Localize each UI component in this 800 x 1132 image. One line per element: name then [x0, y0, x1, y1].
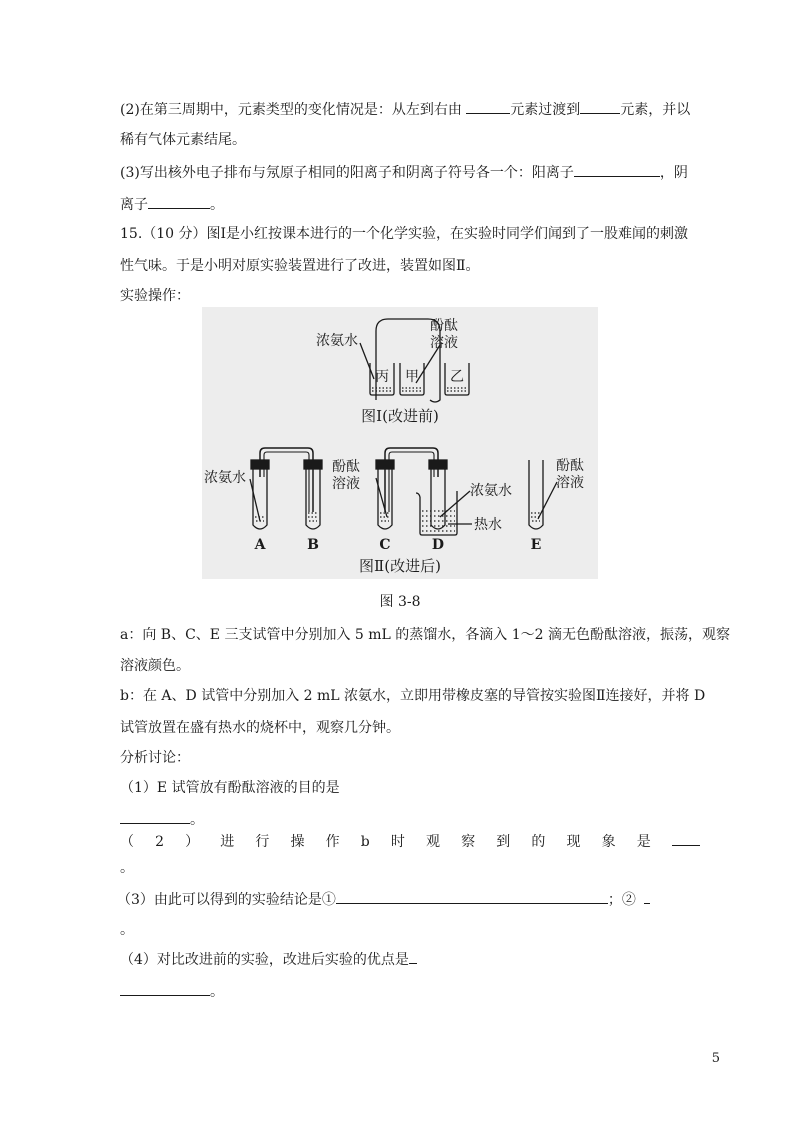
experiment-figure-svg	[202, 307, 598, 579]
q14-part2-end: 元素，并以	[620, 102, 691, 118]
q2-char: 观	[426, 834, 441, 850]
analysis-q4-end: 。	[210, 984, 224, 1000]
beaker-label-yi: 乙	[450, 369, 464, 385]
answer-blank[interactable]	[466, 98, 510, 114]
analysis-q3-end: 。	[120, 922, 134, 938]
step-b-cont: 试管放置在盛有热水的烧杯中，观察几分钟。	[120, 720, 400, 736]
q14-part3-cont-b: 。	[210, 197, 224, 213]
answer-blank[interactable]	[580, 98, 620, 114]
q14-part2-cont: 稀有气体元素结尾。	[120, 132, 246, 148]
tube-label-d: D	[431, 537, 445, 553]
analysis-q1-answer	[120, 808, 204, 830]
q2-char: 现	[566, 834, 581, 850]
answer-blank[interactable]	[644, 888, 650, 904]
q2-char: 操	[290, 834, 305, 850]
figure-1-caption: 图Ⅰ(改进前)	[361, 407, 439, 425]
label-phenol-e-1: 酚酞	[556, 458, 584, 474]
analysis-heading: 分析讨论：	[120, 750, 190, 766]
experiment-figure	[202, 307, 598, 579]
q2-char: 时	[390, 834, 405, 850]
delivery-tube-ab	[260, 448, 313, 512]
analysis-q1-end: 。	[190, 812, 204, 828]
beaker-label-bing: 丙	[375, 369, 389, 385]
pointer-ammonia-left	[250, 479, 260, 521]
figure-1-labels	[316, 317, 464, 425]
tube-label-a: A	[254, 537, 266, 553]
q14-part3-cont	[120, 193, 224, 215]
q2-char: 象	[601, 834, 616, 850]
answer-blank[interactable]	[336, 888, 608, 904]
q15-intro-cont: 性气味。于是小明对原实验装置进行了改进，装置如图Ⅱ。	[120, 258, 480, 274]
q15-ops-heading: 实验操作：	[120, 288, 190, 304]
answer-blank[interactable]	[120, 980, 210, 996]
label-hot-water: 热水	[474, 517, 502, 533]
analysis-q2	[120, 830, 700, 852]
q2-char: 行	[255, 834, 270, 850]
figure-2-labels	[204, 457, 584, 575]
tube-label-c: C	[379, 537, 391, 553]
q14-part2-text: (2)在第三周期中，元素类型的变化情况是：从左到右由	[120, 102, 467, 118]
answer-blank[interactable]	[574, 161, 660, 177]
q14-part3-end: ，阴	[659, 165, 688, 181]
analysis-q4-text: （4）对比改进前的实验，改进后实验的优点是	[120, 952, 409, 968]
q2-char: 是	[636, 834, 651, 850]
answer-blank[interactable]	[672, 830, 700, 846]
answer-blank[interactable]	[120, 808, 190, 824]
page-number: 5	[711, 1051, 720, 1066]
delivery-tube-cd-inner	[389, 452, 434, 512]
q14-part3-cont-a: 离子	[120, 197, 148, 213]
analysis-q1: （1）E 试管放有酚酞溶液的目的是	[120, 780, 340, 796]
q2-char: 进	[220, 834, 235, 850]
q2-char: 的	[531, 834, 546, 850]
analysis-q2-end: 。	[120, 860, 134, 876]
answer-blank[interactable]	[148, 193, 210, 209]
q2-char: ）	[185, 834, 200, 850]
q2-char: 2	[155, 834, 165, 850]
q2-char: 到	[496, 834, 511, 850]
label-phenol-fig2-1: 酚酞	[332, 459, 360, 475]
beaker-label-jia: 甲	[405, 369, 419, 385]
step-a-cont: 溶液颜色。	[120, 658, 190, 674]
label-phenol-fig1-1: 酚酞	[430, 318, 458, 334]
analysis-q4-answer	[120, 980, 224, 1002]
figure-2-caption: 图Ⅱ(改进后)	[359, 557, 441, 575]
q2-char: 作	[325, 834, 340, 850]
label-phenol-fig1-2: 溶液	[430, 335, 458, 351]
tube-label-e: E	[530, 537, 542, 553]
delivery-tube-cd	[385, 448, 438, 512]
delivery-tube-ab-inner	[264, 452, 309, 512]
label-ammonia-left: 浓氨水	[204, 470, 246, 486]
tube-label-b: B	[307, 537, 319, 553]
q14-part3-text: (3)写出核外电子排布与氖原子相同的阳离子和阴离子符号各一个：阳离子	[120, 165, 574, 181]
test-tube-d	[431, 468, 445, 529]
q15-intro: 15.（10 分）图Ⅰ是小红按课本进行的一个化学实验，在实验时同学们闻到了一股难闻的刺激	[120, 226, 689, 242]
q2-char: （	[120, 834, 134, 850]
label-ammonia-right: 浓氨水	[470, 483, 512, 499]
answer-blank[interactable]	[409, 948, 417, 964]
test-tube-e	[529, 460, 543, 529]
q14-part3	[120, 161, 688, 183]
figure-caption: 图 3-8	[379, 594, 421, 610]
step-a: a：向 B、C、E 三支试管中分别加入 5 mL 的蒸馏水，各滴入 1～2 滴无色酚酞溶液，振荡，观察	[120, 627, 731, 643]
analysis-q3	[117, 888, 650, 910]
label-phenol-e-2: 溶液	[556, 475, 584, 491]
label-ammonia-fig1: 浓氨水	[316, 333, 358, 349]
analysis-q3-mid: ；②	[607, 892, 636, 908]
label-phenol-fig2-2: 溶液	[332, 476, 360, 492]
step-b: b：在 A、D 试管中分别加入 2 mL 浓氨水，立即用带橡皮塞的导管按实验图Ⅱ连接好，并将 D	[120, 688, 706, 704]
q2-char: 察	[461, 834, 476, 850]
q2-char: b	[360, 834, 370, 850]
q14-part2	[120, 98, 690, 120]
pointer-phenol-e	[538, 482, 557, 519]
analysis-q4	[120, 948, 417, 970]
analysis-q3-text: （3）由此可以得到的实验结论是①	[117, 892, 336, 908]
hot-water-beaker-lip	[416, 493, 420, 497]
q14-part2-mid: 元素过渡到	[510, 102, 581, 118]
